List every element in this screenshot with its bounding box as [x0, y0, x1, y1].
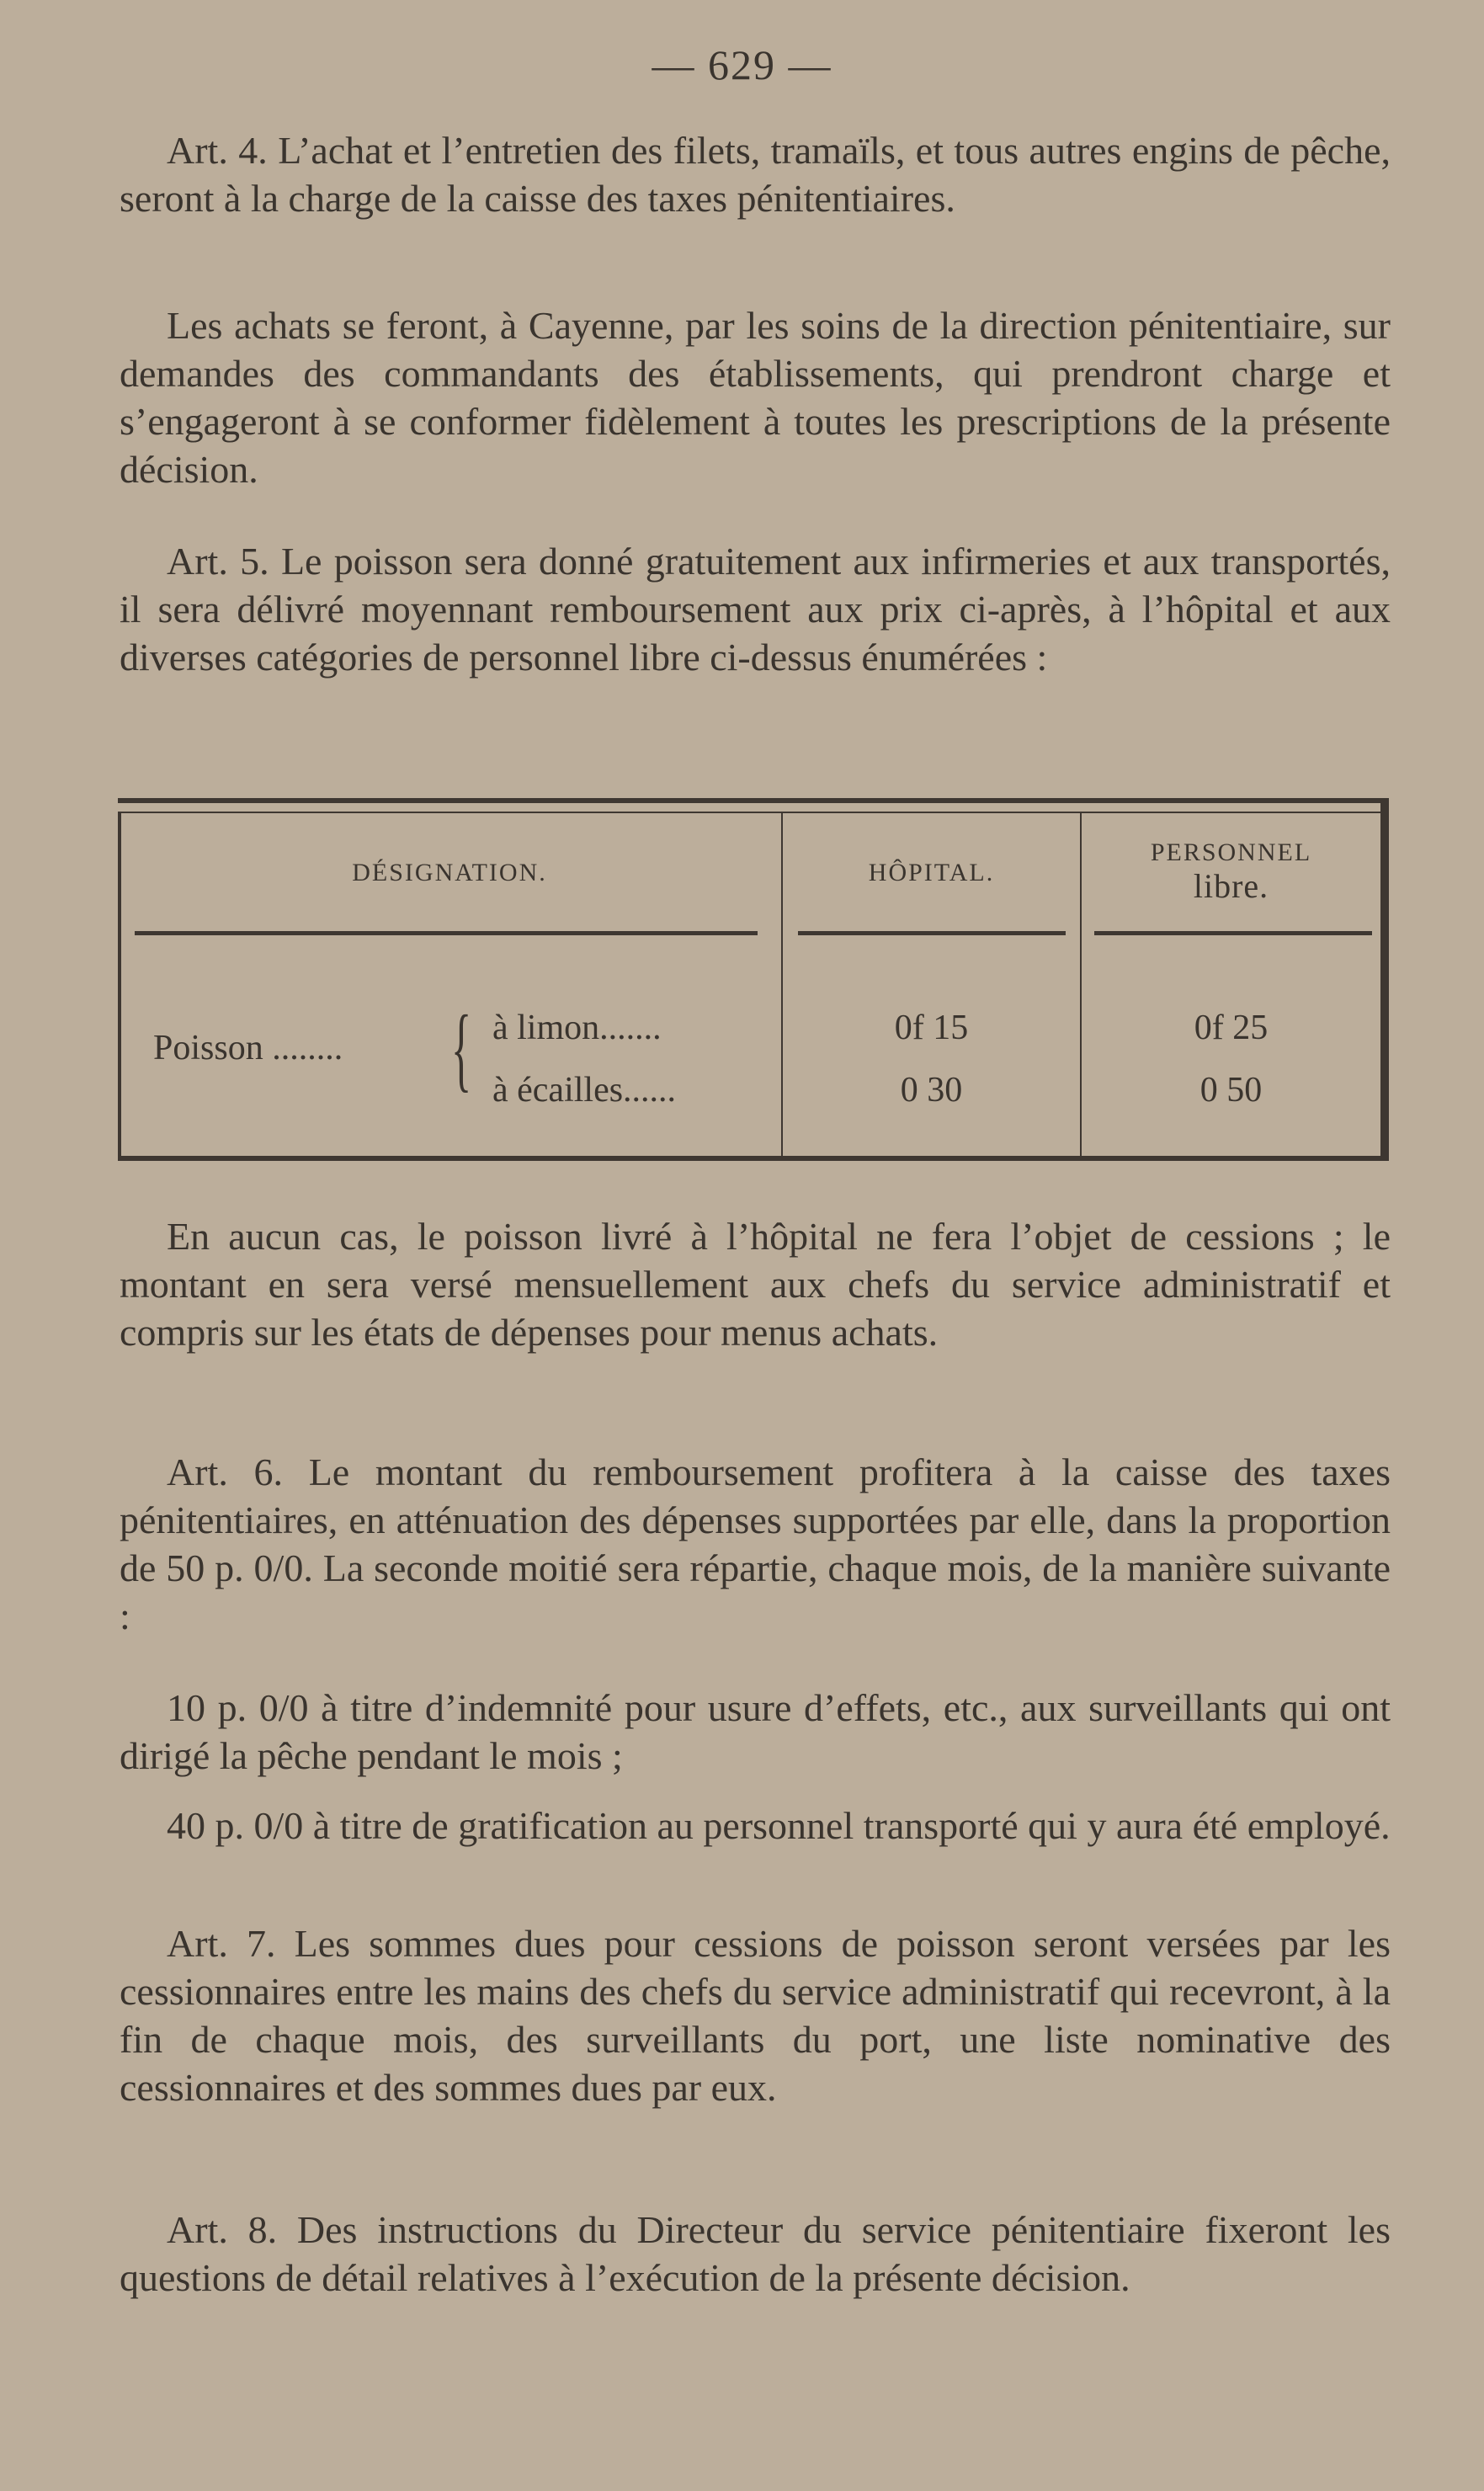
paragraph-forty-percent: 40 p. 0/0 à titre de gratification au personnel transporté qui y aura été employé. — [167, 1804, 1391, 1847]
table-top-thin-rule — [118, 812, 1389, 813]
paragraph-art-6: Art. 6. Le montant du remboursement profitera à la caisse des taxes pénitentiaires, en atténuation des dépenses supportées par elle, dans la proportion de 50 p. 0/0. La seconde moitié sera répartie, chaque mois, de la manière suivante : — [120, 1450, 1391, 1637]
brace-glyph: { — [451, 997, 472, 1101]
table-right-border — [1380, 803, 1389, 1158]
table-bottom-rule — [118, 1156, 1389, 1161]
paragraph-cessions: En aucun cas, le poisson livré à l’hôpital ne fera l’objet de cessions ; le montant en sera versé mensuellement aux chefs du service administratif et compris sur les états de dépenses pour menus achats. — [120, 1215, 1391, 1354]
header-designation: DÉSIGNATION. — [352, 859, 547, 886]
paragraph-achats: Les achats se feront, à Cayenne, par les soins de la direction pénitentiaire, sur demandes des commandants des établissements, qui prendront charge et s’engageront à se conformer fidèlement à toutes les prescriptions de la présente décision. — [120, 304, 1391, 491]
header-personnel-label: PERSONNEL — [1150, 838, 1312, 866]
page-number: — 629 — — [652, 41, 832, 88]
price-personnel-limon: 0f 25 — [1194, 1009, 1269, 1047]
row-label-limon: à limon....... — [492, 1009, 662, 1047]
header-personnel — [1082, 838, 1380, 906]
header-personnel-sub: libre. — [1193, 867, 1269, 905]
header-underline — [798, 931, 1066, 935]
price-table — [118, 798, 1389, 1168]
price-personnel-ecailles: 0 50 — [1199, 1071, 1263, 1110]
header-hopital: HÔPITAL. — [868, 859, 995, 886]
paragraph-ten-percent: 10 p. 0/0 à titre d’indemnité pour usure d’effets, etc., aux surveillants qui ont dirigé la pêche pendant le mois ; — [120, 1686, 1391, 1777]
price-hopital-limon: 0f 15 — [894, 1009, 969, 1047]
paragraph-art-5: Art. 5. Le poisson sera donné gratuitement aux infirmeries et aux transportés, il sera délivré moyennant remboursement aux prix ci-après, à l’hôpital et aux diverses catégories de personnel libre ci-dessus énumérées : — [120, 540, 1391, 679]
paragraph-art-7: Art. 7. Les sommes dues pour cessions de poisson seront versées par les cessionnaires entre les mains des chefs du service administratif qui recevront, à la fin de chaque mois, des surveillants du port, une liste nominative des cessionnaires et des sommes dues par eux. — [120, 1922, 1391, 2109]
row-group-label: Poisson ........ — [153, 1029, 343, 1067]
header-underline — [135, 931, 758, 935]
header-underline — [1094, 931, 1372, 935]
paragraph-art-4: Art. 4. L’achat et l’entretien des filets, tramaïls, et tous autres engins de pêche, seront à la charge de la caisse des taxes pénitentiaires. — [120, 129, 1391, 220]
table-top-rule — [118, 798, 1389, 803]
row-label-ecailles: à écailles...... — [492, 1071, 677, 1110]
price-hopital-ecailles: 0 30 — [900, 1071, 963, 1110]
paragraph-art-8: Art. 8. Des instructions du Directeur du service pénitentiaire fixeront les questions de détail relatives à l’exécution de la présente décision. — [120, 2208, 1391, 2299]
